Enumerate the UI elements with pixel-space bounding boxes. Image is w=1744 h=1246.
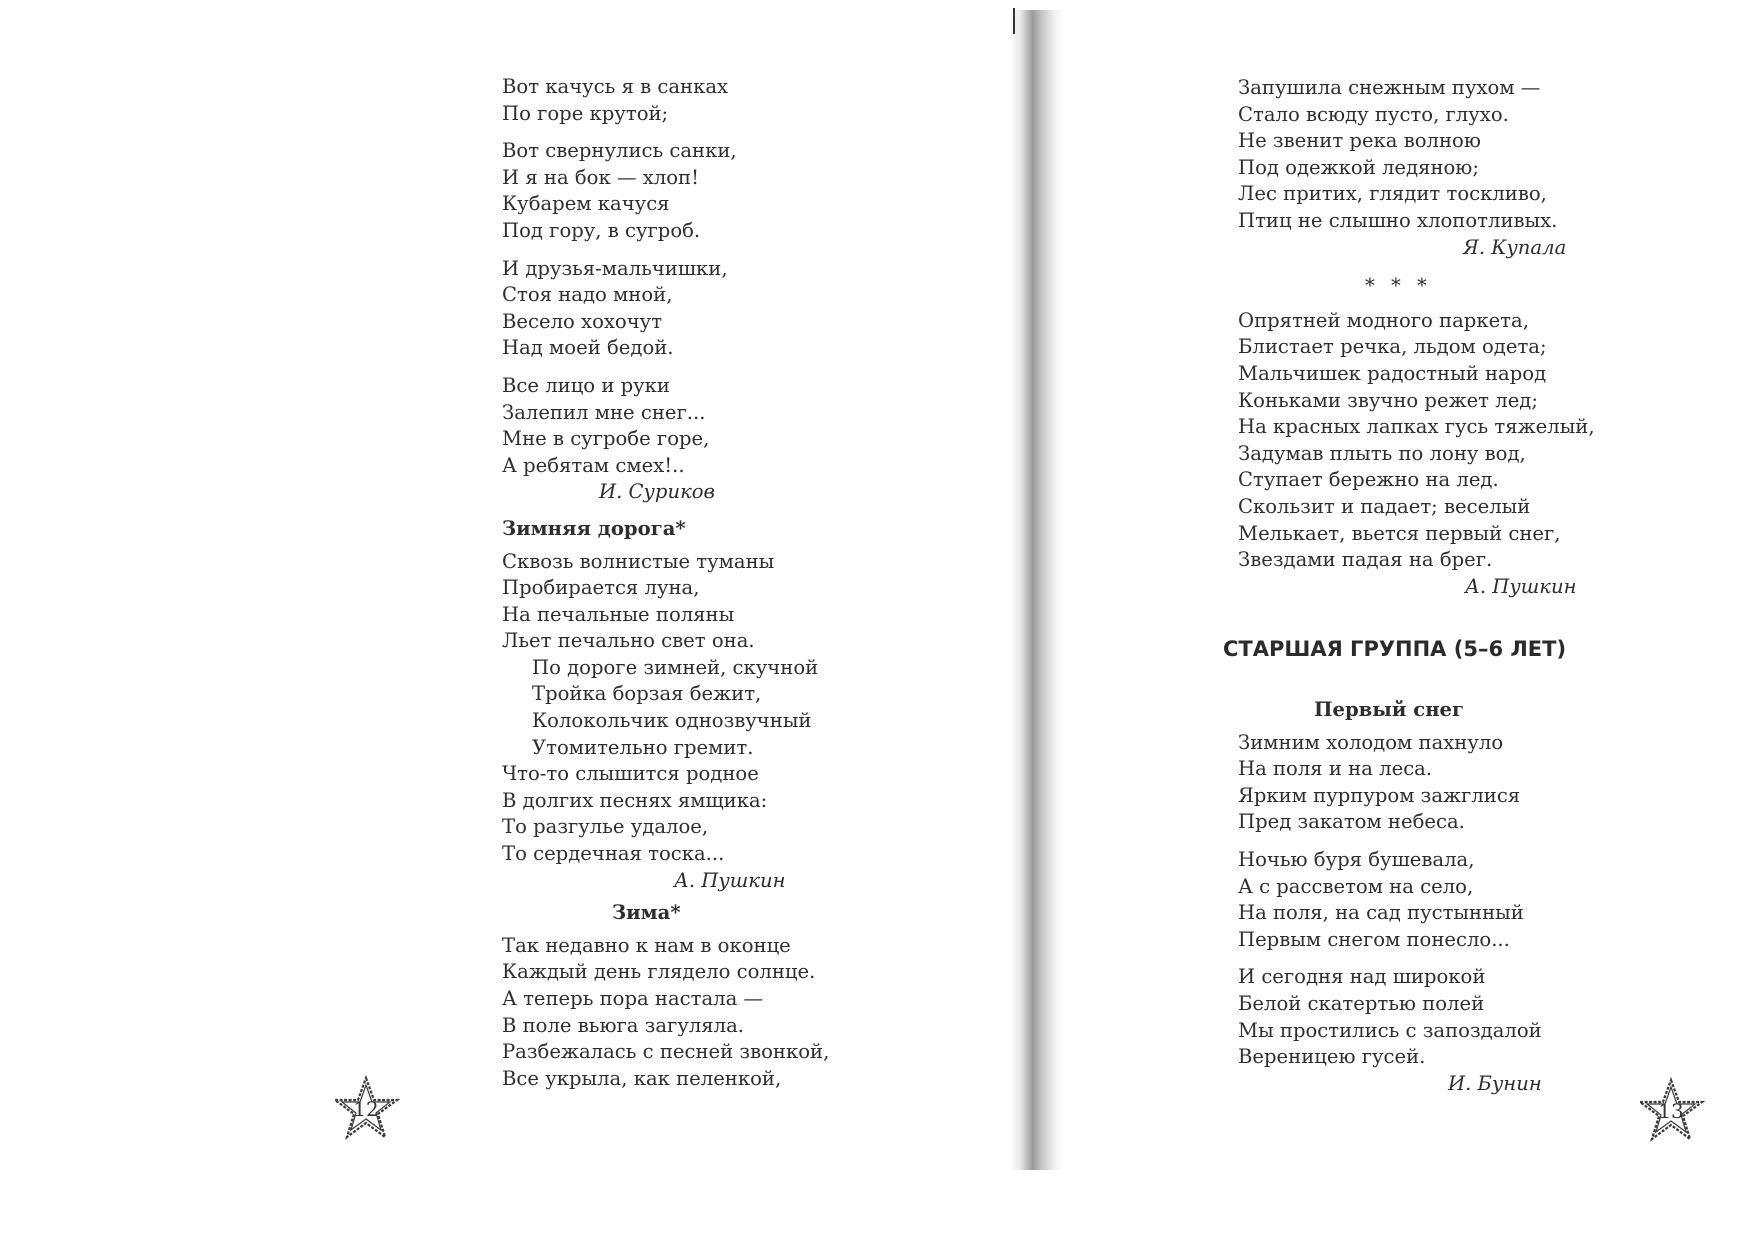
poem-line: Ярким пурпуром зажглися [1238,783,1521,807]
poem-line: Вот качусь я в санках [502,75,729,98]
poem-title: Зимняя дорога* [502,516,686,540]
stanza [502,138,829,244]
poem-line: А ребятам смех!.. [502,453,685,477]
poem-line: В поле вьюга загуляла. [502,1013,745,1037]
poem-title: Зима* [612,901,681,925]
poem-author: И. Суриков [599,480,715,504]
poem-line: Мне в сугробе горе, [502,427,710,451]
poem-line: Ступает бережно на лед. [1238,468,1499,492]
poem-line: То разгулье удалое, [502,815,709,839]
stanza [502,256,829,362]
poem-line: На печальные поляны [502,602,735,626]
poem-line: Льет печально свет она. [502,629,755,653]
poem-line: На красных лапках гусь тяжелый, [1238,415,1595,439]
poem-line: Так недавно к нам в оконце [502,933,791,957]
stanza [502,74,829,127]
poem-line: Лес притих, глядит тоскливо, [1238,182,1547,206]
poem-author: А. Пушкин [1465,574,1577,598]
poem-line: Коньками звучно режет лед; [1238,388,1538,412]
gutter-mark [1013,8,1015,34]
section-heading: СТАРШАЯ ГРУППА (5–6 ЛЕТ) [1223,637,1567,661]
page-number: 12 [353,1097,379,1121]
poem-line: Стоя надо мной, [502,283,673,307]
poem-line: Белой скатертью полей [1238,991,1485,1015]
poem-body [502,549,829,895]
stanza [502,373,829,506]
page-number-right [1636,1077,1706,1147]
poem-line: Вот свернулись санки, [502,139,737,163]
poem-line: Мальчишек радостный народ [1238,361,1547,385]
poem-line: Каждый день глядело солнце. [502,960,816,984]
poem-line: Блистает речка, льдом одета; [1238,335,1547,359]
stanza-separator: * * * [1365,274,1432,298]
poem-line: По дороге зимней, скучной [532,655,819,679]
poem-line: Первым снегом понесло... [1238,927,1510,951]
left-page-text [502,74,829,1103]
poem-author: Я. Купала [1463,235,1567,259]
poem-line: Птиц не слышно хлопотливых. [1238,208,1558,232]
stanza [1238,847,1542,953]
poem-line: Запушила снежным пухом — [1238,76,1541,99]
poem-line: По горе крутой; [502,101,669,125]
poem-body [1238,308,1595,601]
poem-line: А теперь пора настала — [502,987,764,1010]
poem-line: Залепил мне снег... [502,400,706,424]
poem-author: И. Бунин [1448,1071,1542,1095]
poem-line: Опрятней модного паркета, [1238,308,1529,332]
poem-line: Скользит и падает; веселый [1238,494,1531,518]
right-page-text [1238,75,1595,611]
poem-author: А. Пушкин [674,868,786,892]
poem-line: Все укрыла, как пеленкой, [502,1066,782,1090]
page-number: 13 [1658,1099,1684,1123]
poem-line: Сквозь волнистые туманы [502,549,775,573]
poem-title: Первый снег [1314,698,1465,721]
poem-line: Весело хохочут [502,309,663,333]
poem-line: Утомительно гремит. [532,735,754,759]
poem-line: Под одежкой ледяною; [1238,155,1479,179]
poem-line: Звездами падая на брег. [1238,548,1493,572]
book-gutter [1010,10,1064,1170]
poem-body [502,933,829,1093]
poem-line: Задумав плыть по лону вод, [1238,441,1526,465]
poem-line: Кубарем качуся [502,192,670,216]
poem-line: Мелькает, вьется первый снег, [1238,521,1561,545]
poem-line: И сегодня над широкой [1238,965,1486,989]
poem-line: Стало всюду пусто, глухо. [1238,102,1509,126]
poem-line: То сердечная тоска... [502,842,725,866]
poem-body [1238,75,1595,261]
poem-line: Мы простились с запоздалой [1238,1018,1542,1042]
poem-line: Над моей бедой. [502,336,674,360]
right-page-text-lower [1238,697,1542,1108]
poem-line: Пред закатом небеса. [1238,810,1465,834]
poem-line: И друзья-мальчишки, [502,256,728,280]
poem-line: В долгих песнях ямщика: [502,788,768,812]
poem-line: Колокольчик однозвучный [532,709,812,733]
poem-line: Тройка борзая бежит, [532,682,762,706]
poem-line: Разбежалась с песней звонкой, [502,1040,830,1064]
poem-line: Все лицо и руки [502,373,670,397]
poem-line: Не звенит река волною [1238,129,1481,153]
poem-line: Вереницею гусей. [1238,1045,1426,1069]
stanza [1238,964,1542,1097]
poem-line: На поля и на леса. [1238,757,1433,781]
stanza [1238,730,1542,836]
poem-line: А с рассветом на село, [1238,874,1474,898]
poem-line: Под гору, в сугроб. [502,218,701,242]
poem-line: Что-то слышится родное [502,762,759,786]
poem-line: Пробирается луна, [502,576,700,600]
page-number-left [331,1075,401,1145]
poem-line: И я на бок — хлоп! [502,165,699,189]
poem-line: На поля, на сад пустынный [1238,901,1524,925]
poem-line: Ночью буря бушевала, [1238,847,1475,871]
poem-line: Зимним холодом пахнуло [1238,730,1504,754]
